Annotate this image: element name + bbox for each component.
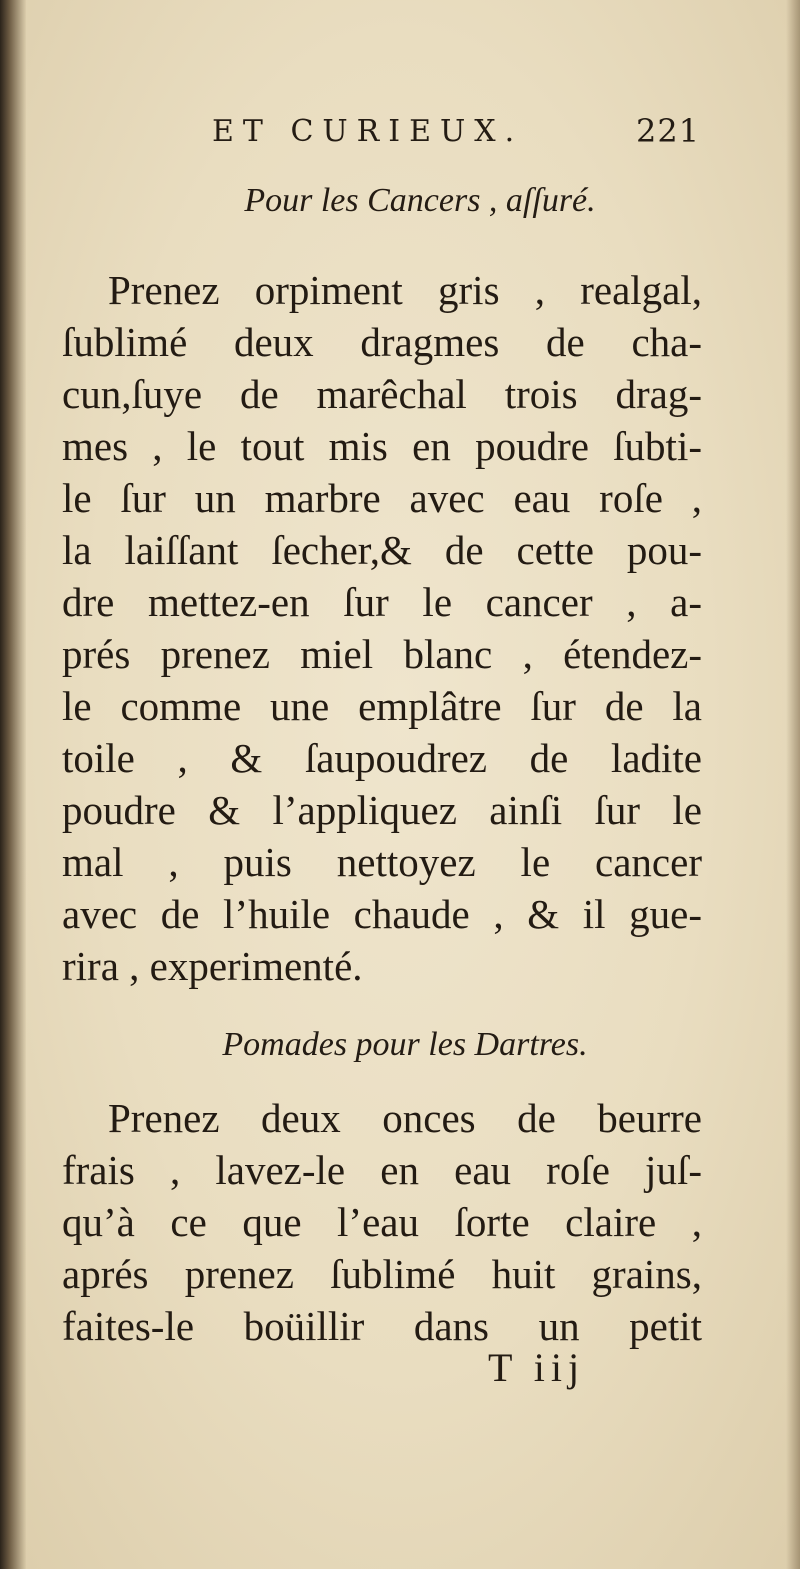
signature-mark: T iij [488, 1345, 586, 1390]
text-line: mal , puis nettoyez le cancer [62, 839, 702, 885]
text-line: qu’à ce que l’eau ſorte claire , [62, 1199, 702, 1245]
text-line: poudre & l’appliquez ainſi ſur le [62, 787, 702, 833]
text-line: Prenez orpiment gris , realgal, [108, 267, 702, 313]
section-body-cancers [62, 264, 702, 992]
text-line: cun,ſuye de marêchal trois drag- [62, 371, 702, 417]
running-head [0, 108, 800, 158]
text-line: aprés prenez ſublimé huit grains, [62, 1251, 702, 1297]
section-body-dartres [62, 1092, 702, 1352]
text-line: prés prenez miel blanc , étendez- [62, 631, 702, 677]
page-edge [786, 0, 800, 1569]
running-title: ET CURIEUX. [212, 114, 524, 149]
text-line: dre mettez-en ſur le cancer , a- [62, 579, 702, 625]
text-line: frais , lavez-le en eau roſe juſ- [62, 1147, 702, 1193]
text-line: mes , le tout mis en poudre ſubti- [62, 423, 702, 469]
page-number: 221 [636, 112, 701, 150]
text-line: toile , & ſaupoudrez de ladite [62, 735, 702, 781]
text-line: rira , experimenté. [62, 943, 363, 989]
text-line: ſublimé deux dragmes de cha- [62, 319, 702, 365]
text-line: la laiſſant ſecher,& de cette pou- [62, 527, 702, 573]
text-line: le comme une emplâtre ſur de la [62, 683, 702, 729]
text-line: avec de l’huile chaude , & il gue- [62, 891, 702, 937]
binding-gutter [0, 0, 26, 1569]
section-heading-dartres: Pomades pour les Dartres. [222, 1026, 588, 1063]
section-heading-cancers: Pour les Cancers , aſſuré. [244, 182, 596, 219]
text-line: le ſur un marbre avec eau roſe , [62, 475, 702, 521]
text-line: Prenez deux onces de beurre [108, 1095, 702, 1141]
text-line: faites-le boüillir dans un petit [62, 1303, 702, 1349]
